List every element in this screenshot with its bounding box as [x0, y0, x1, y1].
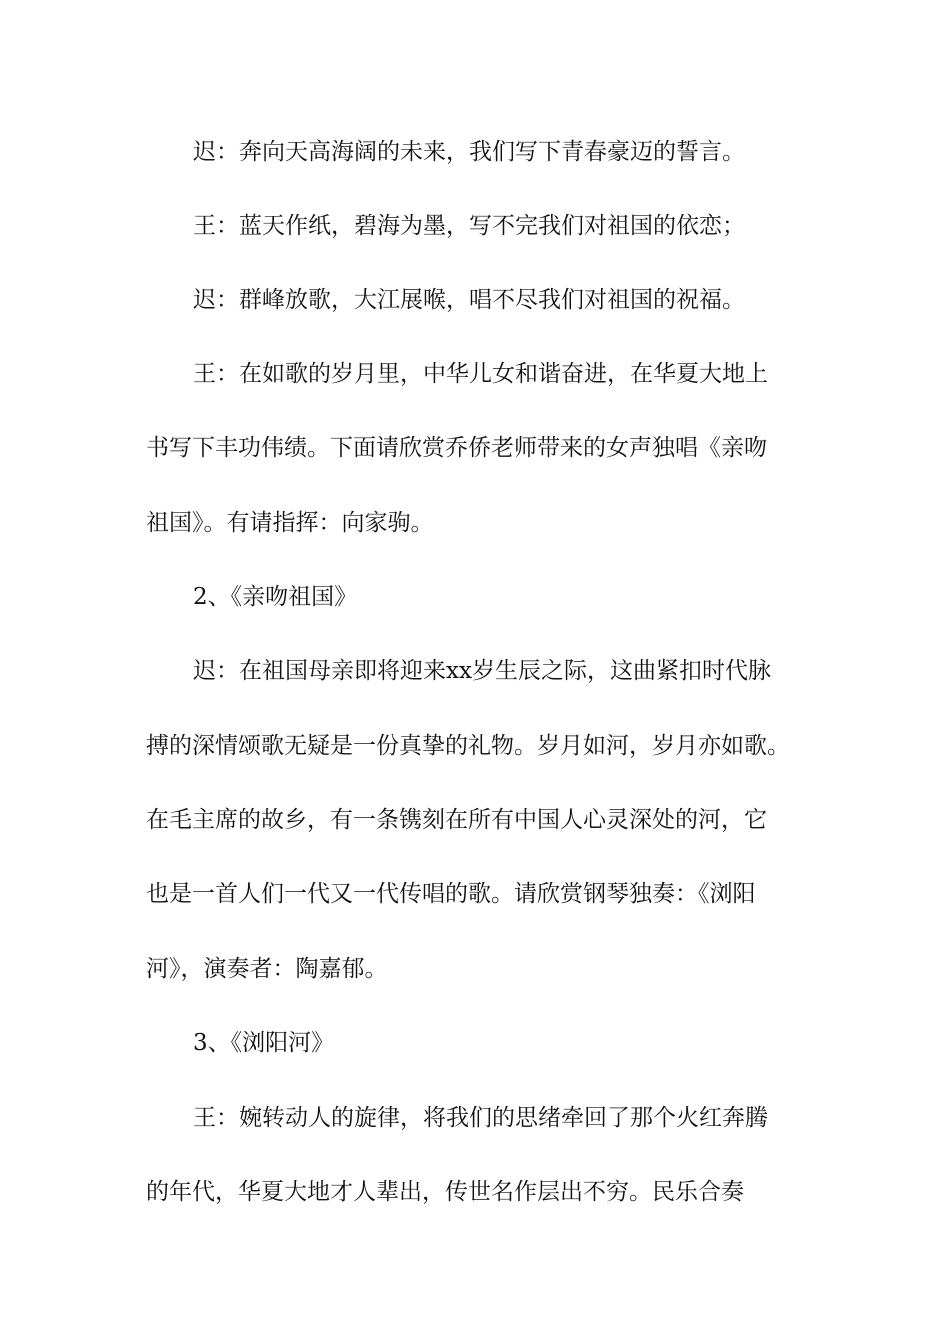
- paragraph-line: 王：在如歌的岁月里，中华儿女和谐奋进，在华夏大地上: [193, 361, 768, 387]
- paragraph-line: 王：蓝天作纸，碧海为墨，写不完我们对祖国的依恋；: [193, 213, 745, 239]
- paragraph-line: 迟：奔向天高海阔的未来，我们写下青春豪迈的誓言。: [193, 139, 745, 165]
- paragraph-line: 也是一首人们一代又一代传唱的歌。请欣赏钢琴独奏：《浏阳: [146, 881, 756, 907]
- section-heading: 3、《浏阳河》: [193, 1030, 335, 1056]
- paragraph-line: 的年代，华夏大地才人辈出，传世名作层出不穷。民乐合奏: [146, 1179, 744, 1205]
- paragraph-line: 迟：在祖国母亲即将迎来xx岁生辰之际，这曲紧扣时代脉: [193, 658, 771, 684]
- paragraph-line: 搏的深情颂歌无疑是一份真挚的礼物。岁月如河，岁月亦如歌。: [146, 733, 790, 759]
- paragraph-line: 迟：群峰放歌，大江展喉，唱不尽我们对祖国的祝福。: [193, 287, 745, 313]
- section-heading: 2、《亲吻祖国》: [193, 584, 358, 610]
- paragraph-line: 王：婉转动人的旋律，将我们的思绪牵回了那个火红奔腾: [193, 1105, 768, 1131]
- paragraph-line: 祖国》。有请指挥：向家驹。: [146, 510, 434, 536]
- paragraph-line: 河》，演奏者：陶嘉郁。: [146, 956, 388, 982]
- paragraph-line: 书写下丰功伟绩。下面请欣赏乔侨老师带来的女声独唱《亲吻: [146, 435, 767, 461]
- paragraph-line: 在毛主席的故乡，有一条镌刻在所有中国人心灵深处的河，它: [146, 807, 767, 833]
